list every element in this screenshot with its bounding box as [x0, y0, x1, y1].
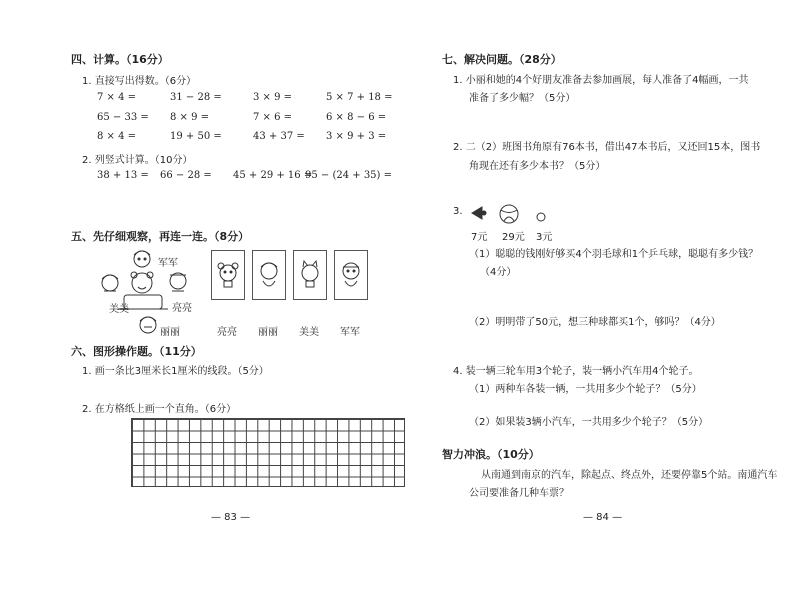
- q3-sub1-line-2: （4分）: [480, 267, 517, 278]
- label-meimei: 美美: [109, 304, 129, 315]
- page-number-right: — 84 —: [583, 512, 623, 523]
- q1-line-1: 1. 小丽和她的4个好朋友准备去参加画展，每人准备了4幅画，一共: [453, 75, 749, 86]
- q3-number: 3.: [453, 206, 463, 217]
- calc-cell: 43 + 37 =: [253, 131, 305, 142]
- calc-cell: 3 × 9 + 3 =: [326, 131, 387, 142]
- calc-cell: 8 × 4 =: [97, 131, 137, 142]
- vertical-calc-item: 38 + 13 =: [97, 170, 149, 181]
- q1-line-2: 准备了多少幅？（5分）: [469, 93, 576, 104]
- card-label: 美美: [299, 327, 319, 338]
- calc-cell: 19 + 50 =: [170, 131, 222, 142]
- calc-cell: 8 × 9 =: [170, 112, 210, 123]
- volleyball-icon: [500, 205, 518, 223]
- s6-question-1: 1. 画一条比3厘米长1厘米的线段。（5分）: [82, 366, 269, 377]
- kid-face-icon: [335, 251, 367, 299]
- q4-sub2: （2）如果装3辆小汽车，一共用多少个轮子？（5分）: [469, 417, 709, 428]
- s6-question-2: 2. 在方格纸上画一个直角。（6分）: [82, 404, 237, 415]
- price-ping-pong: 3元: [536, 232, 553, 243]
- label-lili: 丽丽: [160, 327, 180, 338]
- kids-scene-illustration: [90, 245, 200, 340]
- label-liangliang: 亮亮: [172, 303, 192, 314]
- section-5-title: 五、先仔细观察，再连一连。（8分）: [71, 230, 250, 243]
- s4-question-1: 1. 直接写出得数。（6分）: [82, 76, 197, 87]
- q4-sub1: （1）两种车各装一辆，一共用多少个轮子？（5分）: [469, 384, 702, 395]
- grid-paper: [131, 418, 405, 487]
- calc-cell: 31 − 28 =: [170, 92, 222, 103]
- balls-illustration: [468, 203, 558, 227]
- label-junjun: 军军: [158, 258, 178, 269]
- calc-cell: 7 × 6 =: [253, 112, 293, 123]
- calc-cell: 65 − 33 =: [97, 112, 149, 123]
- bonus-line-1: 从南通到南京的汽车，除起点、终点外，还要停靠5个站。南通汽车: [481, 470, 778, 481]
- vertical-calc-item: 66 − 28 =: [160, 170, 212, 181]
- kid-face-icon: [253, 251, 285, 299]
- price-shuttlecock: 7元: [471, 232, 488, 243]
- section-7-title: 七、解决问题。（28分）: [442, 53, 562, 66]
- view-card: [252, 250, 286, 300]
- shuttlecock-icon: [472, 207, 486, 219]
- price-volleyball: 29元: [502, 232, 525, 243]
- q3-sub1-line-1: （1）聪聪的钱刚好够买4个羽毛球和1个乒乓球，聪聪有多少钱？: [469, 249, 759, 260]
- calc-cell: 7 × 4 =: [97, 92, 137, 103]
- card-label: 丽丽: [258, 327, 278, 338]
- q4-line-1: 4. 装一辆三轮车用3个轮子，装一辆小汽车用4个轮子。: [453, 366, 699, 377]
- q2-line-2: 角现在还有多少本书？（5分）: [469, 161, 606, 172]
- calc-cell: 6 × 8 − 6 =: [326, 112, 387, 123]
- bear-face-icon: [212, 251, 244, 299]
- view-card: [211, 250, 245, 300]
- page-number-left: — 83 —: [211, 512, 251, 523]
- vertical-calc-item: 45 + 29 + 16 =: [233, 170, 313, 181]
- view-card: [293, 250, 327, 300]
- ping-pong-ball-icon: [537, 213, 545, 221]
- q2-line-1: 2. 二（2）班图书角原有76本书，借出47本书后，又还回15本，图书: [453, 142, 761, 153]
- section-6-title: 六、图形操作题。（11分）: [71, 345, 202, 358]
- bonus-title: 智力冲浪。（10分）: [442, 448, 540, 461]
- calc-cell: 5 × 7 + 18 =: [326, 92, 393, 103]
- view-card: [334, 250, 368, 300]
- s4-question-2: 2. 列竖式计算。（10分）: [82, 155, 193, 166]
- cat-face-icon: [294, 251, 326, 299]
- section-4-title: 四、计算。（16分）: [71, 53, 169, 66]
- calc-cell: 3 × 9 =: [253, 92, 293, 103]
- vertical-calc-item: 95 − (24 + 35) =: [305, 170, 393, 181]
- bonus-line-2: 公司要准备几种车票？: [469, 488, 569, 499]
- card-label: 军军: [340, 327, 360, 338]
- card-label: 亮亮: [217, 327, 237, 338]
- q3-sub2: （2）明明带了50元，想三种球都买1个，够吗？（4分）: [469, 317, 721, 328]
